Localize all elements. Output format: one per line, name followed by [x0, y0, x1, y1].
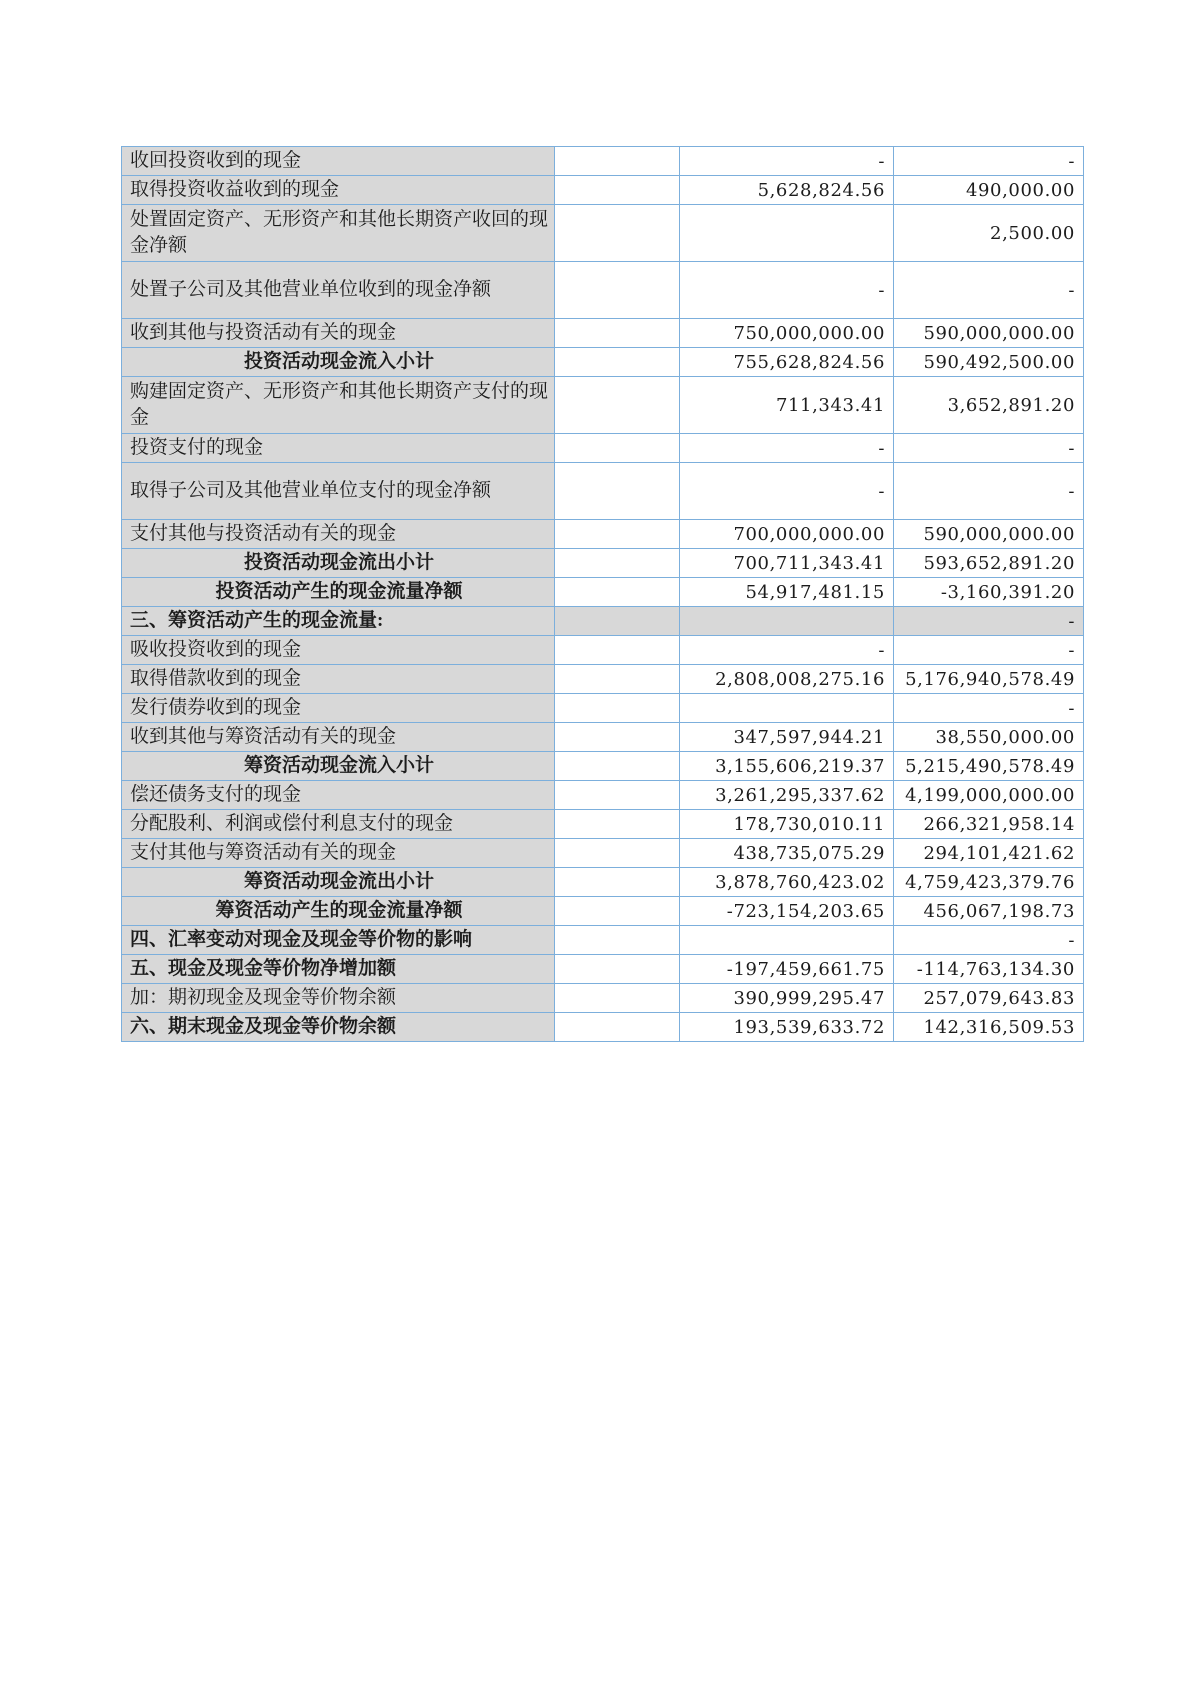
row-label: 处置固定资产、无形资产和其他长期资产收回的现金净额 — [122, 205, 555, 262]
prior-period-value: 5,215,490,578.49 — [894, 752, 1084, 781]
current-period-value: - — [680, 434, 894, 463]
current-period-value: 711,343.41 — [680, 377, 894, 434]
table-row — [122, 694, 1084, 723]
row-label: 六、期末现金及现金等价物余额 — [122, 1013, 555, 1042]
prior-period-value: - — [894, 147, 1084, 176]
row-label: 四、汇率变动对现金及现金等价物的影响 — [122, 926, 555, 955]
note-cell — [555, 434, 680, 463]
prior-period-value: 257,079,643.83 — [894, 984, 1084, 1013]
note-cell — [555, 262, 680, 319]
prior-period-value: -114,763,134.30 — [894, 955, 1084, 984]
row-label: 分配股利、利润或偿付利息支付的现金 — [122, 810, 555, 839]
row-label: 五、现金及现金等价物净增加额 — [122, 955, 555, 984]
note-cell — [555, 377, 680, 434]
prior-period-value: -3,160,391.20 — [894, 578, 1084, 607]
row-label: 投资活动产生的现金流量净额 — [122, 578, 555, 607]
prior-period-value: - — [894, 262, 1084, 319]
prior-period-value: 456,067,198.73 — [894, 897, 1084, 926]
table-row — [122, 897, 1084, 926]
current-period-value: 5,628,824.56 — [680, 176, 894, 205]
prior-period-value: - — [894, 926, 1084, 955]
current-period-value: -197,459,661.75 — [680, 955, 894, 984]
note-cell — [555, 607, 680, 636]
note-cell — [555, 926, 680, 955]
current-period-value — [680, 694, 894, 723]
row-label: 加：期初现金及现金等价物余额 — [122, 984, 555, 1013]
table-row — [122, 205, 1084, 262]
table-row — [122, 348, 1084, 377]
current-period-value: 3,155,606,219.37 — [680, 752, 894, 781]
table-row — [122, 520, 1084, 549]
table-row — [122, 549, 1084, 578]
note-cell — [555, 868, 680, 897]
table-row — [122, 1013, 1084, 1042]
row-label: 支付其他与投资活动有关的现金 — [122, 520, 555, 549]
table-row — [122, 723, 1084, 752]
table-row — [122, 434, 1084, 463]
note-cell — [555, 147, 680, 176]
table-row — [122, 319, 1084, 348]
current-period-value: 54,917,481.15 — [680, 578, 894, 607]
row-label: 筹资活动现金流出小计 — [122, 868, 555, 897]
row-label: 筹资活动产生的现金流量净额 — [122, 897, 555, 926]
row-label: 发行债券收到的现金 — [122, 694, 555, 723]
cash-flow-table — [121, 146, 1084, 1042]
note-cell — [555, 810, 680, 839]
table-row — [122, 665, 1084, 694]
table-row — [122, 377, 1084, 434]
note-cell — [555, 636, 680, 665]
row-label: 偿还债务支付的现金 — [122, 781, 555, 810]
prior-period-value: 266,321,958.14 — [894, 810, 1084, 839]
prior-period-value: 2,500.00 — [894, 205, 1084, 262]
table-row — [122, 781, 1084, 810]
note-cell — [555, 549, 680, 578]
current-period-value: - — [680, 636, 894, 665]
prior-period-value: - — [894, 607, 1084, 636]
current-period-value — [680, 607, 894, 636]
current-period-value: - — [680, 262, 894, 319]
cash-flow-table-body — [122, 147, 1084, 1042]
prior-period-value: 490,000.00 — [894, 176, 1084, 205]
row-label: 吸收投资收到的现金 — [122, 636, 555, 665]
current-period-value: 700,711,343.41 — [680, 549, 894, 578]
table-row — [122, 955, 1084, 984]
current-period-value: 390,999,295.47 — [680, 984, 894, 1013]
table-row — [122, 636, 1084, 665]
row-label: 取得投资收益收到的现金 — [122, 176, 555, 205]
note-cell — [555, 665, 680, 694]
prior-period-value: 142,316,509.53 — [894, 1013, 1084, 1042]
prior-period-value: 38,550,000.00 — [894, 723, 1084, 752]
note-cell — [555, 520, 680, 549]
current-period-value: 750,000,000.00 — [680, 319, 894, 348]
row-label: 投资支付的现金 — [122, 434, 555, 463]
note-cell — [555, 752, 680, 781]
prior-period-value: 590,000,000.00 — [894, 319, 1084, 348]
table-row — [122, 926, 1084, 955]
row-label: 取得子公司及其他营业单位支付的现金净额 — [122, 463, 555, 520]
current-period-value: 2,808,008,275.16 — [680, 665, 894, 694]
prior-period-value: 590,492,500.00 — [894, 348, 1084, 377]
prior-period-value: 3,652,891.20 — [894, 377, 1084, 434]
prior-period-value: - — [894, 636, 1084, 665]
table-row — [122, 810, 1084, 839]
current-period-value: -723,154,203.65 — [680, 897, 894, 926]
note-cell — [555, 723, 680, 752]
current-period-value: 3,261,295,337.62 — [680, 781, 894, 810]
table-row — [122, 868, 1084, 897]
current-period-value: 3,878,760,423.02 — [680, 868, 894, 897]
row-label: 支付其他与筹资活动有关的现金 — [122, 839, 555, 868]
row-label: 筹资活动现金流入小计 — [122, 752, 555, 781]
note-cell — [555, 578, 680, 607]
prior-period-value: 593,652,891.20 — [894, 549, 1084, 578]
prior-period-value: 4,199,000,000.00 — [894, 781, 1084, 810]
current-period-value — [680, 205, 894, 262]
note-cell — [555, 176, 680, 205]
current-period-value: 347,597,944.21 — [680, 723, 894, 752]
row-label: 收到其他与投资活动有关的现金 — [122, 319, 555, 348]
note-cell — [555, 984, 680, 1013]
note-cell — [555, 348, 680, 377]
row-label: 收回投资收到的现金 — [122, 147, 555, 176]
prior-period-value: 294,101,421.62 — [894, 839, 1084, 868]
current-period-value: 438,735,075.29 — [680, 839, 894, 868]
table-row — [122, 839, 1084, 868]
note-cell — [555, 463, 680, 520]
prior-period-value: 4,759,423,379.76 — [894, 868, 1084, 897]
table-row — [122, 984, 1084, 1013]
row-label: 投资活动现金流入小计 — [122, 348, 555, 377]
table-row — [122, 607, 1084, 636]
note-cell — [555, 694, 680, 723]
note-cell — [555, 1013, 680, 1042]
current-period-value: - — [680, 463, 894, 520]
current-period-value: 178,730,010.11 — [680, 810, 894, 839]
current-period-value — [680, 926, 894, 955]
prior-period-value: - — [894, 434, 1084, 463]
row-label: 处置子公司及其他营业单位收到的现金净额 — [122, 262, 555, 319]
note-cell — [555, 319, 680, 348]
note-cell — [555, 955, 680, 984]
table-row — [122, 147, 1084, 176]
note-cell — [555, 897, 680, 926]
row-label: 购建固定资产、无形资产和其他长期资产支付的现金 — [122, 377, 555, 434]
prior-period-value: - — [894, 463, 1084, 520]
row-label: 收到其他与筹资活动有关的现金 — [122, 723, 555, 752]
row-label: 三、筹资活动产生的现金流量: — [122, 607, 555, 636]
prior-period-value: 5,176,940,578.49 — [894, 665, 1084, 694]
note-cell — [555, 781, 680, 810]
prior-period-value: 590,000,000.00 — [894, 520, 1084, 549]
current-period-value: - — [680, 147, 894, 176]
row-label: 投资活动现金流出小计 — [122, 549, 555, 578]
table-row — [122, 463, 1084, 520]
prior-period-value: - — [894, 694, 1084, 723]
table-row — [122, 578, 1084, 607]
table-row — [122, 176, 1084, 205]
row-label: 取得借款收到的现金 — [122, 665, 555, 694]
current-period-value: 755,628,824.56 — [680, 348, 894, 377]
table-row — [122, 752, 1084, 781]
table-row — [122, 262, 1084, 319]
current-period-value: 193,539,633.72 — [680, 1013, 894, 1042]
current-period-value: 700,000,000.00 — [680, 520, 894, 549]
note-cell — [555, 205, 680, 262]
note-cell — [555, 839, 680, 868]
